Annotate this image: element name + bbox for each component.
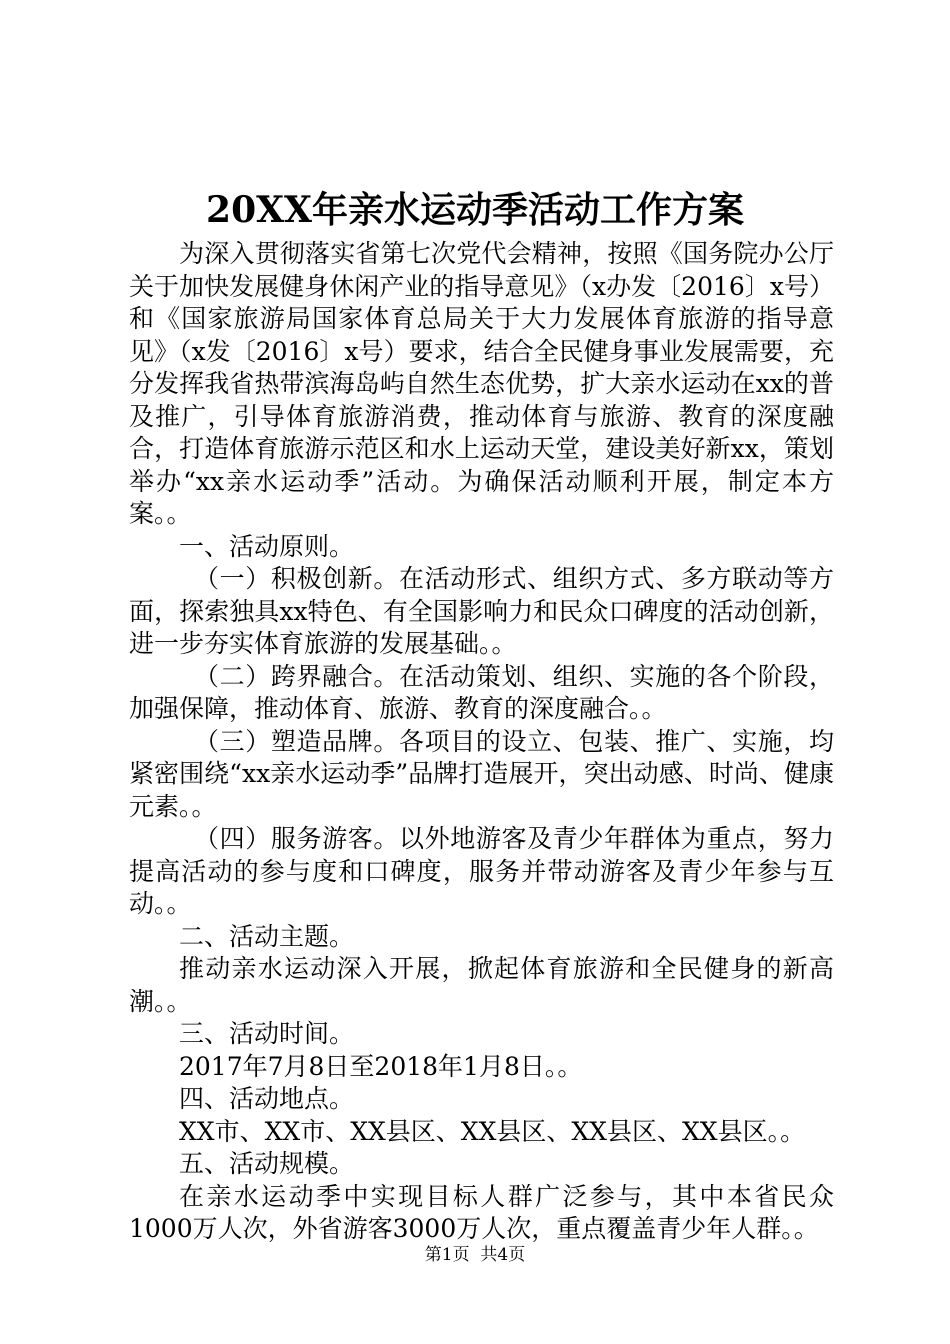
page-number: 第1页 共4页: [424, 1245, 526, 1265]
heading-scale: 五、活动规模。: [179, 1149, 355, 1178]
paragraph-location: XX市、XX市、XX县区、XX县区、XX县区、XX县区。。: [179, 1116, 806, 1146]
heading-time: 三、活动时间。: [179, 1019, 355, 1048]
document-title: 20XX年亲水运动季活动工作方案: [206, 189, 744, 231]
paragraph-principle-integration: （二）跨界融合。在活动策划、组织、实施的各个阶段，加强保障，推动体育、旅游、教育的深度融合。。: [129, 661, 834, 723]
paragraph-scale: 在亲水运动季中实现目标人群广泛参与，其中本省民众1000万人次，外省游客3000万人次，重点覆盖青少年人群。。: [129, 1181, 834, 1243]
page-footer: [0, 1244, 950, 1266]
paragraph-principle-brand: （三）塑造品牌。各项目的设立、包装、推广、实施，均紧密围绕“xx亲水运动季”品牌打造展开，突出动感、时尚、健康元素。。: [129, 726, 834, 821]
paragraph-time: 2017年7月8日至2018年1月8日。。: [179, 1051, 583, 1081]
paragraph-theme: 推动亲水运动深入开展，掀起体育旅游和全民健身的新高潮。。: [129, 954, 834, 1016]
heading-location: 四、活动地点。: [179, 1084, 355, 1113]
document-body: [129, 238, 834, 1246]
heading-principles: 一、活动原则。: [179, 531, 355, 561]
paragraph-principle-innovation: （一）积极创新。在活动形式、组织方式、多方联动等方面，探索独具xx特色、有全国影响力和民众口碑度的活动创新，进一步夯实体育旅游的发展基础。。: [129, 564, 834, 658]
paragraph-intro: 为深入贯彻落实省第七次党代会精神，按照《国务院办公厅关于加快发展健身休闲产业的指导意见》（x办发〔2016〕x号）和《国家旅游局国家体育总局关于大力发展体育旅游的指导意见》（x发〔2016〕x号）要求，结合全民健身事业发展需要，充分发挥我省热带滨海岛屿自然生态优势，扩大亲水运动在xx的普及推广，引导体育旅游消费，推动体育与旅游、教育的深度融合，打造体育旅游示范区和水上运动天堂，建设美好新xx，策划举办“xx亲水运动季”活动。为确保活动顺利开展，制定本方案。。: [129, 239, 834, 528]
paragraph-principle-service: （四）服务游客。以外地游客及青少年群体为重点，努力提高活动的参与度和口碑度，服务并带动游客及青少年参与互动。。: [129, 824, 834, 918]
heading-theme: 二、活动主题。: [179, 921, 355, 951]
